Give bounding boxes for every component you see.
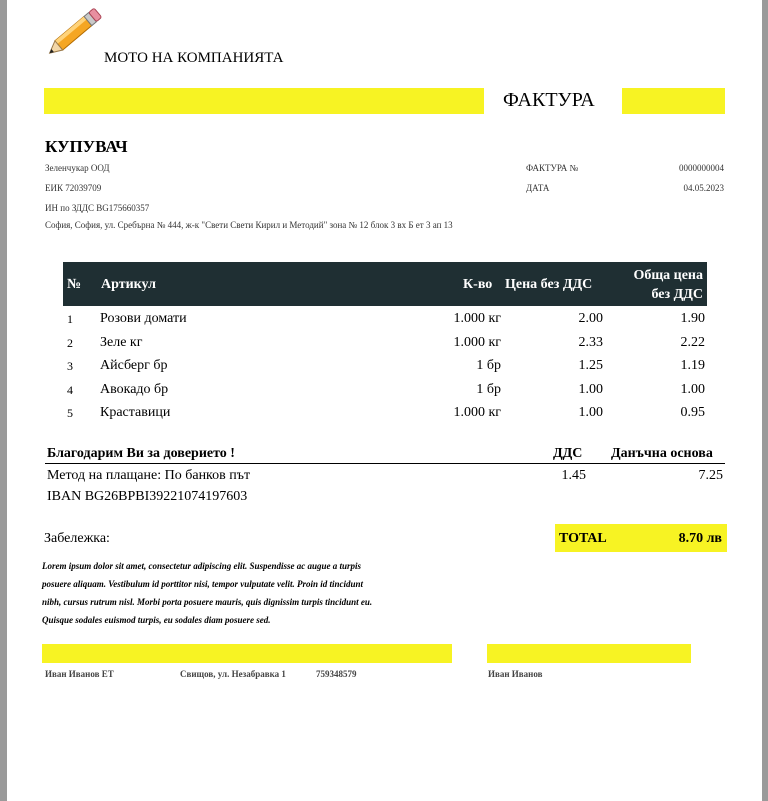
table-row (63, 333, 707, 357)
footer-accent-bar (42, 644, 452, 663)
row-no: 1 (67, 312, 73, 326)
row-no: 2 (67, 335, 73, 350)
row-item: Краставици (100, 405, 171, 421)
row-total: 0.95 (680, 405, 705, 421)
thanks-message: Благодарим Ви за доверието ! (47, 446, 235, 461)
total-label: TOTAL (559, 531, 607, 546)
row-qty: 1 бр (476, 381, 501, 397)
row-price: 1.00 (578, 381, 603, 397)
row-total: 1.19 (680, 358, 705, 374)
buyer-eik: ЕИК 72039709 (45, 183, 102, 193)
footer-address: Свищов, ул. Незабравка 1 (180, 669, 286, 679)
note-label: Забележка: (44, 531, 110, 546)
row-no: 3 (67, 359, 73, 374)
row-total: 1.00 (680, 381, 705, 397)
footer-signer: Иван Иванов (488, 669, 543, 679)
table-row (63, 309, 707, 333)
row-price: 2.00 (578, 311, 603, 326)
row-item: Айсберг бр (100, 358, 168, 374)
header-accent-bar-right (622, 88, 725, 114)
invoice-number: 0000000004 (679, 163, 724, 173)
footer-phone: 759348579 (316, 669, 357, 679)
table-row (63, 356, 707, 380)
invoice-number-label: ФАКТУРА № (526, 163, 579, 173)
summary-divider (45, 463, 725, 464)
invoice-title: ФАКТУРА (503, 89, 595, 111)
payment-method: Метод на плащане: По банков път (47, 468, 251, 483)
invoice-page (7, 0, 762, 801)
items-table-body (63, 309, 707, 427)
col-header-total-line2: без ДДС (651, 287, 703, 302)
tax-base-label: Данъчна основа (611, 446, 713, 461)
row-total: 2.22 (680, 334, 705, 350)
row-item: Розови домати (100, 311, 187, 326)
buyer-name: Зеленчукар ООД (45, 163, 110, 173)
iban: IBAN BG26BPBI39221074197603 (47, 489, 248, 504)
footer-company: Иван Иванов ЕТ (45, 669, 114, 679)
row-price: 2.33 (578, 334, 603, 350)
invoice-date-label: ДАТА (526, 183, 550, 193)
buyer-address: София, София, ул. Сребърна № 444, ж-к "Свети Свети Кирил и Методий" зона № 12 блок 3 вх Б ет 3 ап 13 (45, 220, 453, 230)
pencil-icon (41, 2, 107, 66)
row-total: 1.90 (680, 311, 705, 326)
row-item: Авокадо бр (100, 381, 169, 397)
row-item: Зеле кг (100, 334, 143, 350)
row-qty: 1.000 кг (453, 334, 501, 350)
col-header-no: № (67, 277, 82, 292)
vat-label: ДДС (553, 446, 583, 461)
col-header-item: Артикул (101, 277, 157, 292)
col-header-price: Цена без ДДС (505, 277, 593, 292)
row-no: 4 (67, 382, 73, 397)
col-header-total (611, 266, 703, 304)
row-price: 1.25 (578, 358, 603, 374)
table-row (63, 403, 707, 427)
vat-value: 1.45 (561, 468, 586, 483)
row-qty: 1.000 кг (453, 311, 501, 326)
row-no: 5 (67, 406, 73, 421)
buyer-heading: КУПУВАЧ (45, 137, 128, 156)
table-row (63, 380, 707, 404)
footer-accent-bar-right (487, 644, 691, 663)
row-price: 1.00 (578, 405, 603, 421)
header-accent-bar (44, 88, 484, 114)
note-text: Lorem ipsum dolor sit amet, consectetur adipiscing elit. Suspendisse ac augue a turpis posuere aliquam. Vestibulum id porttitor nisi, tempor vulputate velit. Proin id tincidunt nibh, cursus rutrum nisl. Morbi porta posuere mauris, quis dignissim turpis tincidunt eu. Quisque sodales euismod turpis, eu sodales diam posuere sed. (42, 561, 373, 625)
company-motto: МОТО НА КОМПАНИЯТА (104, 50, 284, 66)
row-qty: 1.000 кг (453, 405, 501, 421)
row-qty: 1 бр (476, 358, 501, 374)
tax-base-value: 7.25 (698, 468, 723, 483)
col-header-total-line1: Обща цена (633, 268, 703, 283)
invoice-date: 04.05.2023 (683, 183, 724, 193)
buyer-vat-id: ИН по ЗДДС BG175660357 (45, 203, 150, 213)
total-value: 8.70 лв (678, 531, 722, 546)
items-table-header (63, 262, 707, 306)
col-header-qty: К-во (463, 277, 493, 292)
